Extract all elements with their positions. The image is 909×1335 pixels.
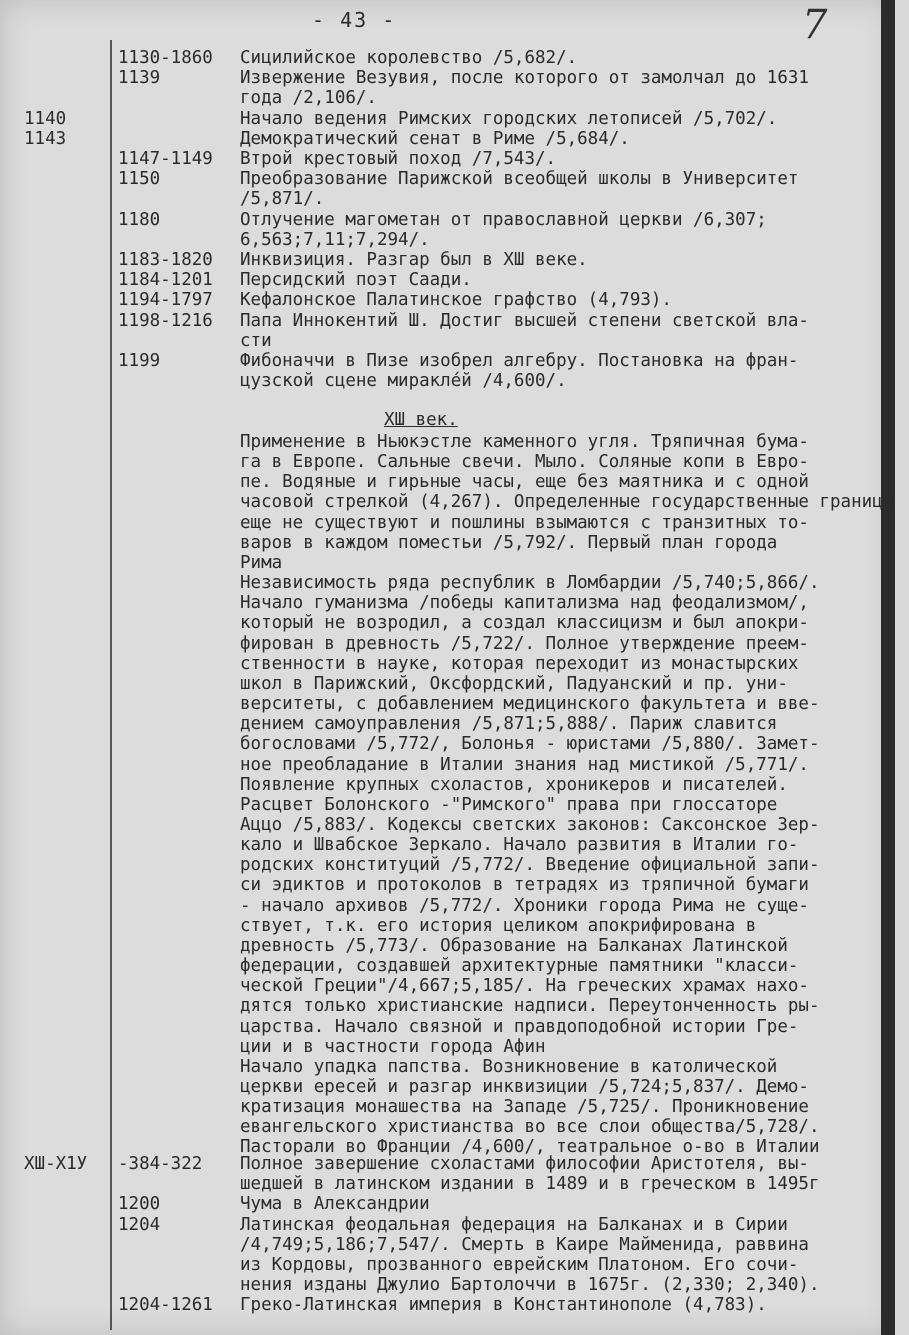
entry-date: 1200 — [118, 1194, 161, 1215]
entry-margin-date: 1140 — [24, 108, 67, 129]
entry-margin-date: XШ-X1У — [24, 1154, 88, 1174]
page-number: - 43 - — [312, 8, 397, 32]
entry-date: 1130-1860 — [118, 48, 213, 68]
entry-date: 1194-1797 — [118, 290, 213, 311]
century-text: Применение в Ньюкэстле каменного угля. Тряпичная бума- га в Европе. Сальные свечи. Мыло. Соляные копи в Евро- пе. Водяные и гирьные часы, еще без маятника и с одной часовой стрелкой (4,267). Определенные государственные границы еще не существуют и пошлины взымаются с транзитных то- варов в каждом поместьи /5,792/. Первый план города Рима Независимость ряда республик в Ломбардии /5,740;5,866/. Начало гуманизма /победы капитализма над феодализмом/, который не возродил, а создал классицизм и был апокри- фирован в древность /5,722/. Полное утверждение преем- ственности в науке, которая переходит из монастырских школ в Парижский, Оксфордский, Падуанский и пр. уни- верситеты, с добавлением медицинского факультета и вве- дением самоуправления /5,871;5,888/. Париж славится богословами /5,772/, Болонья - юристами /5,880/. Замет- ное преобладание в Италии знания над мистикой /5,771/. Появление крупных схоластов, хроникеров и писателей. Расцвет Болонского -"Римского" права при глоссаторе Аццо /5,883/. Кодексы светских законов: Саксонское Зер- кало и Швабское Зеркало. Начало развития в Италии го- родских конституций /5,772/. Введение официальной запи- си эдиктов и протоколов в тетрадях из тряпичной бумаги - начало архивов /5,772/. Хроники города Рима не суще- ствует, т.к. его история целиком апокрифирована в древность /5,773/. Образование на Балканах Латинской федерации, создавшей архитектурные памятники "класси- ческой Греции"/4,667;5,185/. На греческих храмах нахо- дятся только христианские надписи. Переутонченность ры- царства. Начало связной и правдоподобной истории Гре- ции и в частности города Афин Начало упадка папства. Возникновение в католической церкви ересей и разгар инквизиции /5,724;5,837/. Демо- кратизация монашества на Западе /5,725/. Проникновение евангельского христианства во все слои общества/5,728/. Пасторали во Франции /4,600/, театральное о-во в Италии — [240, 432, 894, 1158]
entry-text: Фибоначчи в Пизе изобрел алгебру. Постановка на фран- цузской сцене миракле́й /4,600/. — [240, 351, 799, 392]
entry-text: Полное завершение схоластами философии Аристотеля, вы- шедшей в латинском издании в 1489 и в греческом в 1495г — [240, 1154, 820, 1195]
entry-text: Извержение Везувия, после которого от замолчал до 1631 года /2,106/. — [240, 68, 809, 109]
handwritten-mark: 7 — [802, 2, 828, 48]
entry-date: 1198-1216 — [118, 310, 213, 331]
entry-date: 1147-1149 — [118, 149, 213, 169]
entry-text: Преобразование Парижской всеобщей школы в Университет /5,871/. — [240, 169, 799, 210]
entry-text: Отлучение магометан от православной церкви /6,307; 6,563;7,11;7,294/. — [240, 209, 767, 250]
entry-date: -384-322 — [118, 1154, 203, 1174]
entry-date: 1199 — [118, 351, 161, 371]
entry-text: Персидский поэт Саади. — [240, 270, 472, 291]
entry-text: Инквизиция. Разгар был в XШ веке. — [240, 250, 588, 270]
entry-text: Греко-Латинская империя в Константинополе (4,783). — [240, 1295, 767, 1316]
entry-text: Латинская феодальная федерация на Балканах и в Сирии /4,749;5,186;7,547/. Смерть в Каире Майменида, раввина из Кордовы, прозванного еврейским Платоном. Его сочи- нения изданы Джулио Бартолоччи в 1675г. (2,330; 2,340). — [240, 1214, 820, 1296]
entry-date: 1150 — [118, 169, 161, 190]
entry-date: 1183-1820 — [118, 250, 213, 270]
entry-text: Демократический сенат в Риме /5,684/. — [240, 128, 630, 149]
entry-date: 1204-1261 — [118, 1295, 213, 1316]
entry-text: Папа Иннокентий Ш. Достиг высшей степени светской вла- сти — [240, 310, 809, 351]
entry-date: 1184-1201 — [118, 270, 213, 291]
entry-text: Чума в Александрии — [240, 1194, 430, 1215]
entry-text: Сицилийское королевство /5,682/. — [240, 48, 578, 68]
entry-text: Начало ведения Римских городских летописей /5,702/. — [240, 108, 778, 129]
entry-text: Кефалонское Палатинское графство (4,793). — [240, 290, 672, 311]
entry-date: 1139 — [118, 68, 161, 89]
entry-date: 1204 — [118, 1214, 161, 1235]
entry-margin-date: 1143 — [24, 128, 67, 149]
century-heading: XШ век. — [384, 410, 458, 430]
entry-date: 1180 — [118, 209, 161, 230]
column-divider — [110, 40, 112, 1330]
entry-text: Втрой крестовый поход /7,543/. — [240, 149, 557, 169]
